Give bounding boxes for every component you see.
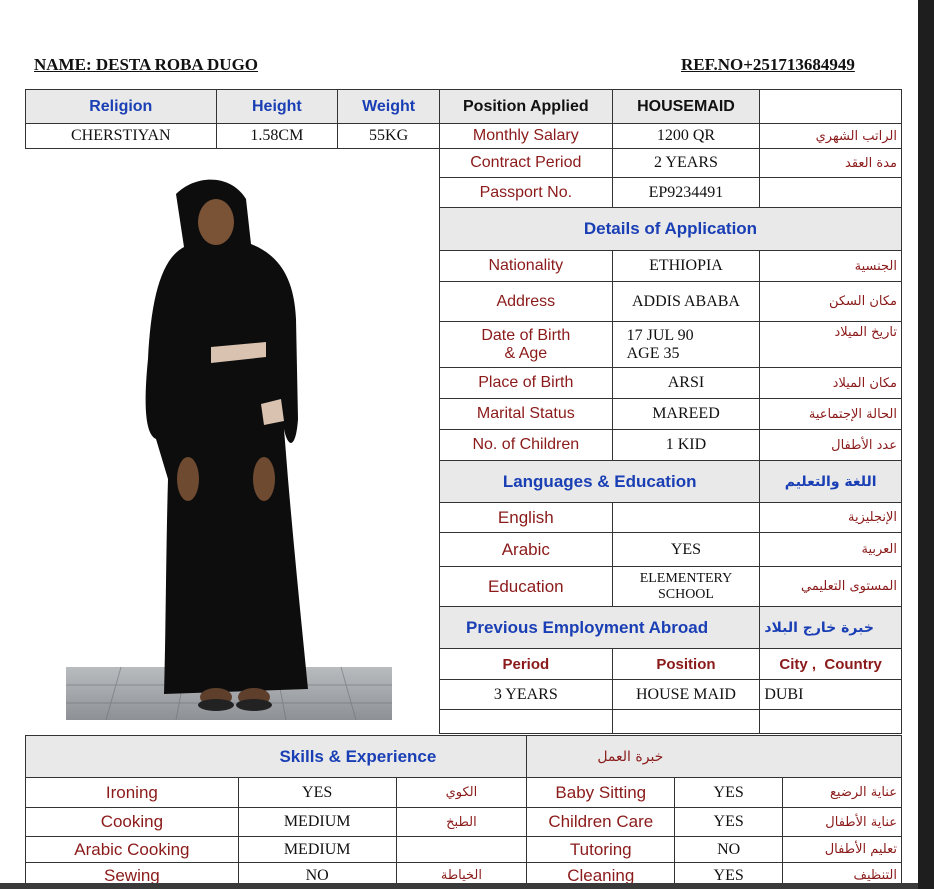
- salary-label: Monthly Salary: [440, 124, 613, 149]
- height-value: 1.58CM: [216, 124, 338, 149]
- english-ar: الإنجليزية: [760, 503, 902, 533]
- marital-value: MAREED: [612, 399, 760, 430]
- salary-value: 1200 QR: [612, 124, 760, 149]
- arabic-value: YES: [612, 533, 760, 567]
- address-value: ADDIS ABABA: [612, 282, 760, 322]
- skill-value: NO: [238, 863, 396, 884]
- skill-ar: التنظيف: [783, 863, 902, 884]
- address-ar: مكان السكن: [760, 282, 902, 322]
- skill-label: Arabic Cooking: [26, 837, 239, 863]
- employment-empty-cell: [760, 710, 902, 734]
- position-ar-empty: [760, 90, 902, 124]
- applicant-name: NAME: DESTA ROBA DUGO: [34, 55, 259, 74]
- skill-label: Sewing: [26, 863, 239, 884]
- pob-value: ARSI: [612, 368, 760, 399]
- skill-ar: عناية الأطفال: [783, 808, 902, 837]
- skill-label: Tutoring: [527, 837, 675, 863]
- skill-label: Ironing: [26, 778, 239, 808]
- height-label: Height: [216, 90, 338, 124]
- employment-position-value: HOUSE MAID: [612, 680, 760, 710]
- position-label: Position Applied: [440, 90, 613, 124]
- employment-city-header: City , Country: [760, 649, 902, 680]
- employment-section-title-ar: خبرة خارج البلاد: [760, 607, 902, 649]
- details-section-title: Details of Application: [440, 208, 902, 251]
- address-label: Address: [440, 282, 613, 322]
- languages-section-title: Languages & Education: [440, 461, 760, 503]
- languages-section-title-ar: اللغة والتعليم: [760, 461, 902, 503]
- skill-value: YES: [238, 778, 396, 808]
- salary-ar: الراتب الشهري: [760, 124, 902, 149]
- contract-label: Contract Period: [440, 149, 613, 178]
- education-ar: المستوى التعليمي: [760, 567, 902, 607]
- skill-ar: الكوي: [396, 778, 527, 808]
- pob-ar: مكان الميلاد: [760, 368, 902, 399]
- english-value: [612, 503, 760, 533]
- nationality-ar: الجنسية: [760, 251, 902, 282]
- passport-label: Passport No.: [440, 178, 613, 208]
- employment-period-header: Period: [440, 649, 613, 680]
- marital-label: Marital Status: [440, 399, 613, 430]
- children-label: No. of Children: [440, 430, 613, 461]
- employment-city-value: DUBI: [760, 680, 902, 710]
- viewer-edge: [918, 0, 934, 889]
- employment-empty-cell: [612, 710, 760, 734]
- religion-value: CHERSTIYAN: [26, 124, 217, 149]
- skill-label: Cooking: [26, 808, 239, 837]
- pob-label: Place of Birth: [440, 368, 613, 399]
- employment-position-header: Position: [612, 649, 760, 680]
- weight-label: Weight: [338, 90, 440, 124]
- skill-value: YES: [675, 778, 783, 808]
- employment-section-title: Previous Employment Abroad: [440, 607, 760, 649]
- skill-label: Baby Sitting: [527, 778, 675, 808]
- marital-ar: الحالة الإجتماعية: [760, 399, 902, 430]
- reference-number: REF.NO+251713684949: [681, 55, 855, 74]
- position-value: HOUSEMAID: [612, 90, 760, 124]
- weight-value: 55KG: [338, 124, 440, 149]
- skill-value: NO: [675, 837, 783, 863]
- skill-value: MEDIUM: [238, 808, 396, 837]
- skill-value: MEDIUM: [238, 837, 396, 863]
- dob-value: 17 JUL 90 AGE 35: [612, 322, 760, 368]
- arabic-label: Arabic: [440, 533, 613, 567]
- passport-ar-empty: [760, 178, 902, 208]
- skill-label: Cleaning: [527, 863, 675, 884]
- dob-ar: تاريخ الميلاد: [760, 322, 902, 368]
- employment-empty-cell: [440, 710, 613, 734]
- education-label: Education: [440, 567, 613, 607]
- application-details-table: [439, 89, 902, 734]
- dob-label: Date of Birth & Age: [440, 322, 613, 368]
- contract-ar: مدة العقد: [760, 149, 902, 178]
- employment-period-value: 3 YEARS: [440, 680, 613, 710]
- skills-section-title-ar: خبرة العمل: [527, 736, 902, 778]
- nationality-value: ETHIOPIA: [612, 251, 760, 282]
- children-value: 1 KID: [612, 430, 760, 461]
- skills-section-title: Skills & Experience: [26, 736, 527, 778]
- skill-ar: عناية الرضيع: [783, 778, 902, 808]
- skill-ar: [396, 837, 527, 863]
- skill-value: YES: [675, 863, 783, 884]
- viewer-bottom-bar: [0, 883, 918, 889]
- children-ar: عدد الأطفال: [760, 430, 902, 461]
- basic-info-table: [25, 89, 440, 149]
- skills-table: [25, 735, 902, 883]
- applicant-photo: [26, 149, 439, 735]
- religion-label: Religion: [26, 90, 217, 124]
- education-value: ELEMENTERY SCHOOL: [612, 567, 760, 607]
- skill-label: Children Care: [527, 808, 675, 837]
- arabic-ar: العربية: [760, 533, 902, 567]
- skill-value: YES: [675, 808, 783, 837]
- contract-value: 2 YEARS: [612, 149, 760, 178]
- skill-ar: الطبخ: [396, 808, 527, 837]
- passport-value: EP9234491: [612, 178, 760, 208]
- nationality-label: Nationality: [440, 251, 613, 282]
- skill-ar: الخياطة: [396, 863, 527, 884]
- english-label: English: [440, 503, 613, 533]
- applicant-photo-graphic: [26, 149, 439, 735]
- skill-ar: تعليم الأطفال: [783, 837, 902, 863]
